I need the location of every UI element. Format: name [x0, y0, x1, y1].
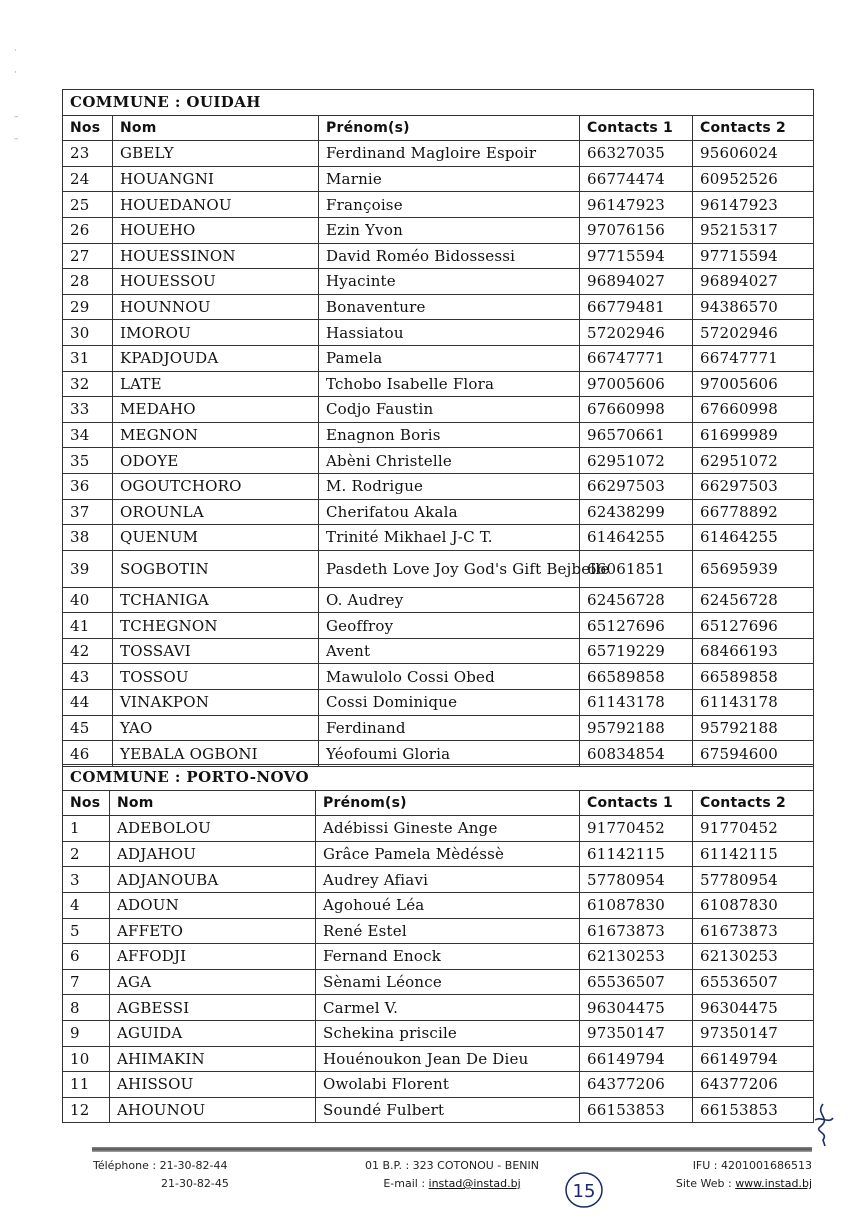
table-row — [63, 638, 814, 664]
cell-nos: 30 — [63, 320, 113, 346]
cell-prenom: Ferdinand — [319, 715, 580, 741]
commune-row — [63, 765, 814, 791]
cell-contact2: 67594600 — [693, 741, 814, 767]
cell-nos: 28 — [63, 269, 113, 295]
cell-prenom: Geoffroy — [319, 613, 580, 639]
header-prenom: Prénom(s) — [319, 115, 580, 141]
table-row — [63, 1020, 814, 1046]
cell-nos: 40 — [63, 587, 113, 613]
cell-nom: GBELY — [113, 141, 319, 167]
cell-contact1: 91770452 — [580, 816, 693, 842]
cell-contact2: 64377206 — [693, 1072, 814, 1098]
cell-nom: ADJAHOU — [110, 841, 316, 867]
cell-nos: 35 — [63, 448, 113, 474]
header-contact2: Contacts 2 — [693, 115, 814, 141]
cell-nos: 33 — [63, 397, 113, 423]
cell-nom: AFFETO — [110, 918, 316, 944]
cell-nom: HOUESSINON — [113, 243, 319, 269]
table-row — [63, 715, 814, 741]
cell-nos: 24 — [63, 166, 113, 192]
cell-nom: OGOUTCHORO — [113, 473, 319, 499]
cell-nos: 8 — [63, 995, 110, 1021]
cell-contact2: 95792188 — [693, 715, 814, 741]
footer-address — [352, 1157, 552, 1193]
cell-nos: 38 — [63, 525, 113, 551]
cell-nom: HOUNNOU — [113, 294, 319, 320]
cell-prenom: Fernand Enock — [316, 944, 580, 970]
cell-contact1: 66297503 — [580, 473, 693, 499]
cell-prenom: David Roméo Bidossessi — [319, 243, 580, 269]
cell-contact1: 60834854 — [580, 741, 693, 767]
cell-prenom: Pamela — [319, 345, 580, 371]
header-contact1: Contacts 1 — [580, 790, 693, 816]
commune-row — [63, 90, 814, 116]
cell-nos: 9 — [63, 1020, 110, 1046]
table-row — [63, 192, 814, 218]
header-nom: Nom — [110, 790, 316, 816]
cell-nom: AHISSOU — [110, 1072, 316, 1098]
cell-nom: MEDAHO — [113, 397, 319, 423]
cell-contact2: 95606024 — [693, 141, 814, 167]
table-row — [63, 1072, 814, 1098]
cell-nos: 6 — [63, 944, 110, 970]
cell-nom: ADEBOLOU — [110, 816, 316, 842]
cell-contact1: 62456728 — [580, 587, 693, 613]
table-row — [63, 944, 814, 970]
table-row — [63, 371, 814, 397]
cell-nos: 42 — [63, 638, 113, 664]
cell-nos: 37 — [63, 499, 113, 525]
cell-contact2: 61143178 — [693, 690, 814, 716]
cell-prenom: Marnie — [319, 166, 580, 192]
cell-nos: 11 — [63, 1072, 110, 1098]
table-row — [63, 969, 814, 995]
cell-contact1: 66589858 — [580, 664, 693, 690]
cell-prenom: Avent — [319, 638, 580, 664]
cell-contact1: 97076156 — [580, 217, 693, 243]
cell-contact1: 61673873 — [580, 918, 693, 944]
cell-prenom: Cossi Dominique — [319, 690, 580, 716]
cell-contact2: 66153853 — [693, 1097, 814, 1123]
email-link[interactable]: instad@instad.bj — [428, 1177, 521, 1190]
cell-prenom: Soundé Fulbert — [316, 1097, 580, 1123]
cell-contact1: 65536507 — [580, 969, 693, 995]
table-row — [63, 217, 814, 243]
cell-prenom: Françoise — [319, 192, 580, 218]
cell-contact2: 62951072 — [693, 448, 814, 474]
cell-contact2: 66297503 — [693, 473, 814, 499]
header-nos: Nos — [63, 790, 110, 816]
table-row — [63, 816, 814, 842]
table-row — [63, 587, 814, 613]
cell-contact2: 66589858 — [693, 664, 814, 690]
postal-address: 01 B.P. : 323 COTONOU - BENIN — [365, 1159, 539, 1172]
table-row — [63, 841, 814, 867]
cell-contact1: 62438299 — [580, 499, 693, 525]
cell-nom: HOUANGNI — [113, 166, 319, 192]
cell-contact2: 96147923 — [693, 192, 814, 218]
cell-prenom: Ferdinand Magloire Espoir — [319, 141, 580, 167]
cell-contact1: 61087830 — [580, 892, 693, 918]
cell-nos: 10 — [63, 1046, 110, 1072]
footer-rule — [92, 1147, 812, 1152]
email-line — [352, 1175, 552, 1193]
cell-nos: 32 — [63, 371, 113, 397]
cell-nos: 26 — [63, 217, 113, 243]
margin-marks: · · – – — [14, 46, 19, 144]
cell-contact2: 62456728 — [693, 587, 814, 613]
cell-contact2: 97350147 — [693, 1020, 814, 1046]
page-number: 15 — [572, 1181, 596, 1202]
table-row — [63, 269, 814, 295]
cell-contact1: 96570661 — [580, 422, 693, 448]
cell-contact1: 66149794 — [580, 1046, 693, 1072]
cell-contact1: 67660998 — [580, 397, 693, 423]
cell-nom: AGBESSI — [110, 995, 316, 1021]
cell-contact2: 62130253 — [693, 944, 814, 970]
cell-nos: 5 — [63, 918, 110, 944]
cell-contact2: 65536507 — [693, 969, 814, 995]
cell-contact1: 96304475 — [580, 995, 693, 1021]
header-row — [63, 115, 814, 141]
table-row — [63, 550, 814, 587]
cell-nos: 3 — [63, 867, 110, 893]
porto-novo-table — [62, 764, 814, 1123]
cell-contact1: 66061851 — [580, 550, 693, 587]
cell-contact2: 66149794 — [693, 1046, 814, 1072]
cell-prenom: Cherifatou Akala — [319, 499, 580, 525]
cell-contact1: 62130253 — [580, 944, 693, 970]
signature-icon — [809, 1102, 837, 1148]
cell-prenom: Audrey Afiavi — [316, 867, 580, 893]
cell-nos: 44 — [63, 690, 113, 716]
cell-contact2: 66778892 — [693, 499, 814, 525]
cell-contact1: 61464255 — [580, 525, 693, 551]
commune-title: COMMUNE : PORTO-NOVO — [63, 765, 814, 791]
cell-contact1: 66153853 — [580, 1097, 693, 1123]
cell-nom: AGUIDA — [110, 1020, 316, 1046]
table-row — [63, 1046, 814, 1072]
cell-contact2: 57780954 — [693, 867, 814, 893]
cell-nom: ODOYE — [113, 448, 319, 474]
cell-nos: 39 — [63, 550, 113, 587]
web-line — [632, 1175, 812, 1193]
cell-contact2: 95215317 — [693, 217, 814, 243]
cell-contact2: 61699989 — [693, 422, 814, 448]
cell-prenom: Codjo Faustin — [319, 397, 580, 423]
cell-nos: 25 — [63, 192, 113, 218]
cell-nos: 29 — [63, 294, 113, 320]
cell-nom: LATE — [113, 371, 319, 397]
cell-contact1: 96894027 — [580, 269, 693, 295]
cell-prenom: Abèni Christelle — [319, 448, 580, 474]
cell-contact1: 96147923 — [580, 192, 693, 218]
cell-nom: SOGBOTIN — [113, 550, 319, 587]
cell-nom: IMOROU — [113, 320, 319, 346]
header-row — [63, 790, 814, 816]
cell-contact2: 65127696 — [693, 613, 814, 639]
cell-contact1: 97350147 — [580, 1020, 693, 1046]
cell-prenom: Adébissi Gineste Ange — [316, 816, 580, 842]
ifu-number: IFU : 4201001686513 — [692, 1159, 812, 1172]
cell-nos: 4 — [63, 892, 110, 918]
cell-prenom: O. Audrey — [319, 587, 580, 613]
cell-nom: TOSSAVI — [113, 638, 319, 664]
cell-prenom: René Estel — [316, 918, 580, 944]
cell-nos: 7 — [63, 969, 110, 995]
table-row — [63, 499, 814, 525]
cell-nom: ADJANOUBA — [110, 867, 316, 893]
table-row — [63, 473, 814, 499]
cell-nom: TCHANIGA — [113, 587, 319, 613]
cell-nos: 41 — [63, 613, 113, 639]
table-row — [63, 448, 814, 474]
cell-contact2: 65695939 — [693, 550, 814, 587]
cell-nos: 2 — [63, 841, 110, 867]
table-row — [63, 690, 814, 716]
cell-prenom: Trinité Mikhael J-C T. — [319, 525, 580, 551]
footer-ifu — [632, 1157, 812, 1193]
table-row — [63, 320, 814, 346]
ouidah-table — [62, 89, 814, 767]
table-row — [63, 422, 814, 448]
cell-prenom: Grâce Pamela Mèdéssè — [316, 841, 580, 867]
cell-contact1: 64377206 — [580, 1072, 693, 1098]
email-label: E-mail : — [383, 1177, 429, 1190]
cell-nos: 43 — [63, 664, 113, 690]
web-label: Site Web : — [675, 1177, 736, 1190]
cell-prenom: Hassiatou — [319, 320, 580, 346]
cell-nos: 36 — [63, 473, 113, 499]
cell-nom: MEGNON — [113, 422, 319, 448]
cell-prenom: Enagnon Boris — [319, 422, 580, 448]
cell-nom: VINAKPON — [113, 690, 319, 716]
cell-nom: TOSSOU — [113, 664, 319, 690]
cell-prenom: Sènami Léonce — [316, 969, 580, 995]
cell-prenom: Yéofoumi Gloria — [319, 741, 580, 767]
table-row — [63, 613, 814, 639]
cell-contact1: 66327035 — [580, 141, 693, 167]
table-row — [63, 867, 814, 893]
cell-prenom: Ezin Yvon — [319, 217, 580, 243]
cell-contact2: 96894027 — [693, 269, 814, 295]
table-row — [63, 243, 814, 269]
table-row — [63, 294, 814, 320]
cell-contact1: 62951072 — [580, 448, 693, 474]
cell-contact1: 66747771 — [580, 345, 693, 371]
cell-contact1: 66774474 — [580, 166, 693, 192]
phone-line-2: 21-30-82-45 — [161, 1177, 229, 1190]
cell-nom: QUENUM — [113, 525, 319, 551]
cell-contact1: 65719229 — [580, 638, 693, 664]
header-contact2: Contacts 2 — [693, 790, 814, 816]
header-nos: Nos — [63, 115, 113, 141]
cell-contact1: 61143178 — [580, 690, 693, 716]
cell-contact2: 61464255 — [693, 525, 814, 551]
cell-contact2: 91770452 — [693, 816, 814, 842]
cell-nos: 27 — [63, 243, 113, 269]
cell-contact2: 68466193 — [693, 638, 814, 664]
table-row — [63, 918, 814, 944]
cell-contact2: 97715594 — [693, 243, 814, 269]
cell-nom: AHIMAKIN — [110, 1046, 316, 1072]
cell-nom: HOUEHO — [113, 217, 319, 243]
cell-nom: AFFODJI — [110, 944, 316, 970]
cell-contact2: 57202946 — [693, 320, 814, 346]
cell-prenom: Hyacinte — [319, 269, 580, 295]
cell-contact2: 61087830 — [693, 892, 814, 918]
cell-nos: 23 — [63, 141, 113, 167]
cell-nom: OROUNLA — [113, 499, 319, 525]
cell-contact2: 96304475 — [693, 995, 814, 1021]
cell-prenom: Carmel V. — [316, 995, 580, 1021]
web-link[interactable]: www.instad.bj — [735, 1177, 812, 1190]
cell-prenom: Mawulolo Cossi Obed — [319, 664, 580, 690]
table-row — [63, 345, 814, 371]
cell-nom: YAO — [113, 715, 319, 741]
cell-contact1: 97005606 — [580, 371, 693, 397]
cell-contact2: 94386570 — [693, 294, 814, 320]
cell-contact2: 97005606 — [693, 371, 814, 397]
cell-contact2: 67660998 — [693, 397, 814, 423]
cell-contact2: 60952526 — [693, 166, 814, 192]
cell-nos: 31 — [63, 345, 113, 371]
table-row — [63, 525, 814, 551]
table-row — [63, 664, 814, 690]
cell-nos: 34 — [63, 422, 113, 448]
cell-contact2: 61673873 — [693, 918, 814, 944]
cell-nom: ADOUN — [110, 892, 316, 918]
table-row — [63, 892, 814, 918]
commune-title: COMMUNE : OUIDAH — [63, 90, 814, 116]
cell-prenom: Agohoué Léa — [316, 892, 580, 918]
cell-contact1: 57202946 — [580, 320, 693, 346]
table-row — [63, 166, 814, 192]
cell-nom: AGA — [110, 969, 316, 995]
cell-nos: 1 — [63, 816, 110, 842]
cell-nom: KPADJOUDA — [113, 345, 319, 371]
header-nom: Nom — [113, 115, 319, 141]
header-prenom: Prénom(s) — [316, 790, 580, 816]
cell-prenom: Houénoukon Jean De Dieu — [316, 1046, 580, 1072]
table-row — [63, 397, 814, 423]
cell-nom: YEBALA OGBONI — [113, 741, 319, 767]
cell-nos: 12 — [63, 1097, 110, 1123]
cell-nom: TCHEGNON — [113, 613, 319, 639]
cell-prenom: Pasdeth Love Joy God's Gift Bejbelle — [319, 550, 580, 587]
cell-prenom: Schekina priscile — [316, 1020, 580, 1046]
cell-prenom: Owolabi Florent — [316, 1072, 580, 1098]
cell-nom: HOUESSOU — [113, 269, 319, 295]
phone-line-1: Téléphone : 21-30-82-44 — [93, 1159, 228, 1172]
cell-contact1: 65127696 — [580, 613, 693, 639]
cell-contact1: 97715594 — [580, 243, 693, 269]
table-row — [63, 1097, 814, 1123]
footer-phone — [93, 1157, 273, 1193]
cell-nos: 46 — [63, 741, 113, 767]
header-contact1: Contacts 1 — [580, 115, 693, 141]
cell-prenom: Bonaventure — [319, 294, 580, 320]
cell-nom: AHOUNOU — [110, 1097, 316, 1123]
cell-contact1: 95792188 — [580, 715, 693, 741]
cell-contact1: 66779481 — [580, 294, 693, 320]
cell-contact2: 66747771 — [693, 345, 814, 371]
cell-contact1: 61142115 — [580, 841, 693, 867]
cell-nom: HOUEDANOU — [113, 192, 319, 218]
page-number-badge — [563, 1168, 605, 1210]
table-row — [63, 141, 814, 167]
cell-nos: 45 — [63, 715, 113, 741]
cell-contact1: 57780954 — [580, 867, 693, 893]
table-row — [63, 995, 814, 1021]
cell-prenom: Tchobo Isabelle Flora — [319, 371, 580, 397]
cell-contact2: 61142115 — [693, 841, 814, 867]
cell-prenom: M. Rodrigue — [319, 473, 580, 499]
table-row — [63, 741, 814, 767]
